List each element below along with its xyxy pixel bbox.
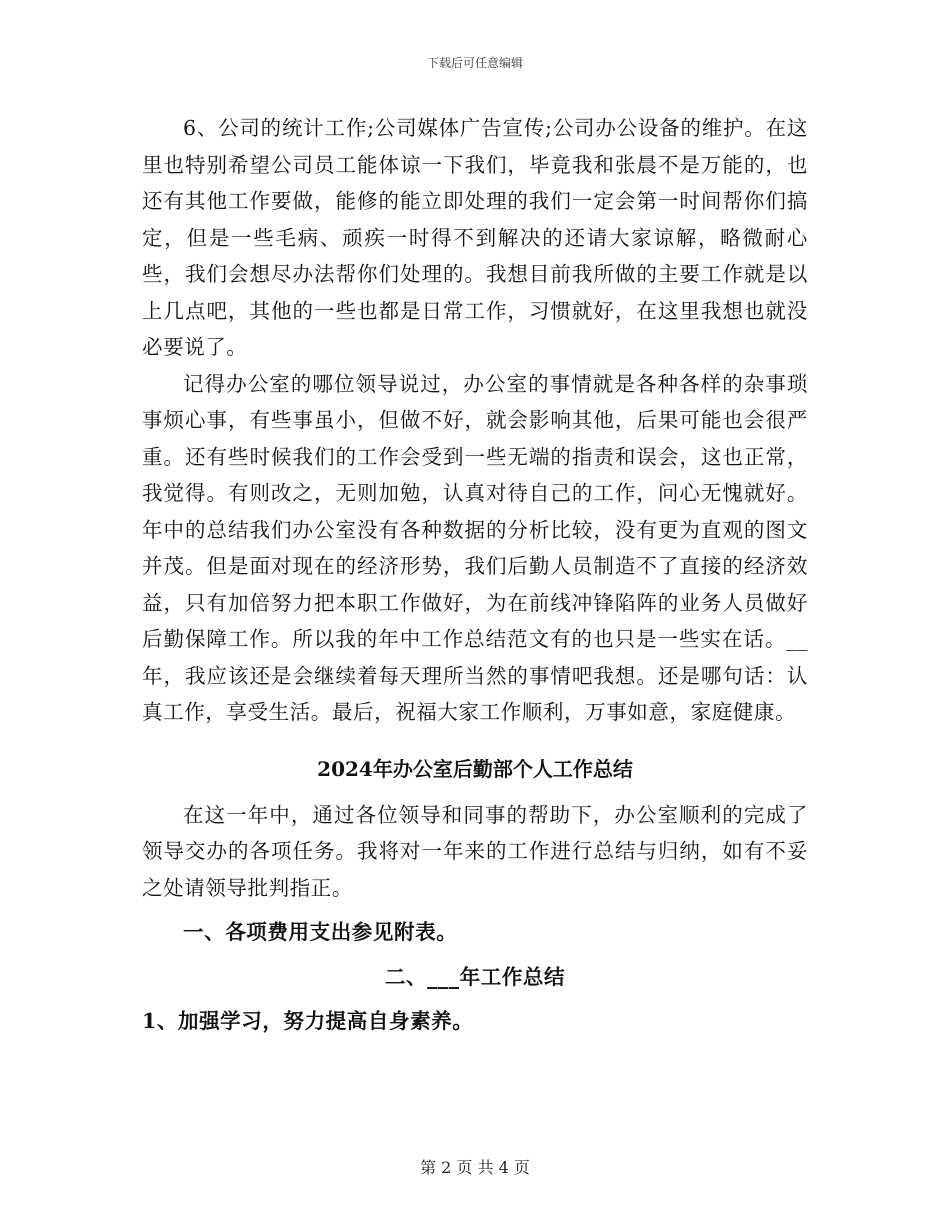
- paragraph-2: 记得办公室的哪位领导说过，办公室的事情就是各种各样的杂事琐事烦心事，有些事虽小，但做不好，就会影响其他，后果可能也会很严重。还有些时候我们的工作会受到一些无端的指责和误会，这也正常，我觉得。有则改之，无则加勉，认真对待自己的工作，问心无愧就好。年中的总结我们办公室没有各种数据的分析比较，没有更为直观的图文并茂。但是面对现在的经济形势，我们后勤人员制造不了直接的经济效益，只有加倍努力把本职工作做好，为在前线冲锋陷阵的业务人员做好后勤保障工作。所以我的年中工作总结范文有的也只是一些实在话。__年，我应该还是会继续着每天理所当然的事情吧我想。还是哪句话：认真工作，享受生活。最后，祝福大家工作顺利，万事如意，家庭健康。: [142, 371, 808, 724]
- page-number: 第 2 页 共 4 页: [420, 1158, 530, 1177]
- document-title: 2024年办公室后勤部个人工作总结: [317, 756, 633, 781]
- intro-paragraph: 在这一年中，通过各位领导和同事的帮助下，办公室顺利的完成了领导交办的各项任务。我将对一年来的工作进行总结与归纳，如有不妥之处请领导批判指正。: [142, 802, 808, 900]
- document-body: [142, 110, 808, 1040]
- paragraph-1: 6、公司的统计工作;公司媒体广告宣传;公司办公设备的维护。在这里也特别希望公司员工能体谅一下我们，毕竟我和张晨不是万能的，也还有其他工作要做，能修的能立即处理的我们一定会第一时间帮你们搞定，但是一些毛病、顽疾一时得不到解决的还请大家谅解，略微耐心些，我们会想尽办法帮你们处理的。我想目前我所做的主要工作就是以上几点吧，其他的一些也都是日常工作，习惯就好，在这里我想也就没必要说了。: [142, 116, 808, 359]
- section-heading-2: 二、___年工作总结: [384, 964, 566, 989]
- subsection-heading-1: 1、加强学习，努力提高自身素养。: [142, 1009, 474, 1033]
- page-header: 下载后可任意编辑: [426, 56, 523, 70]
- section-heading-1: 一、各项费用支出参见附表。: [183, 920, 458, 944]
